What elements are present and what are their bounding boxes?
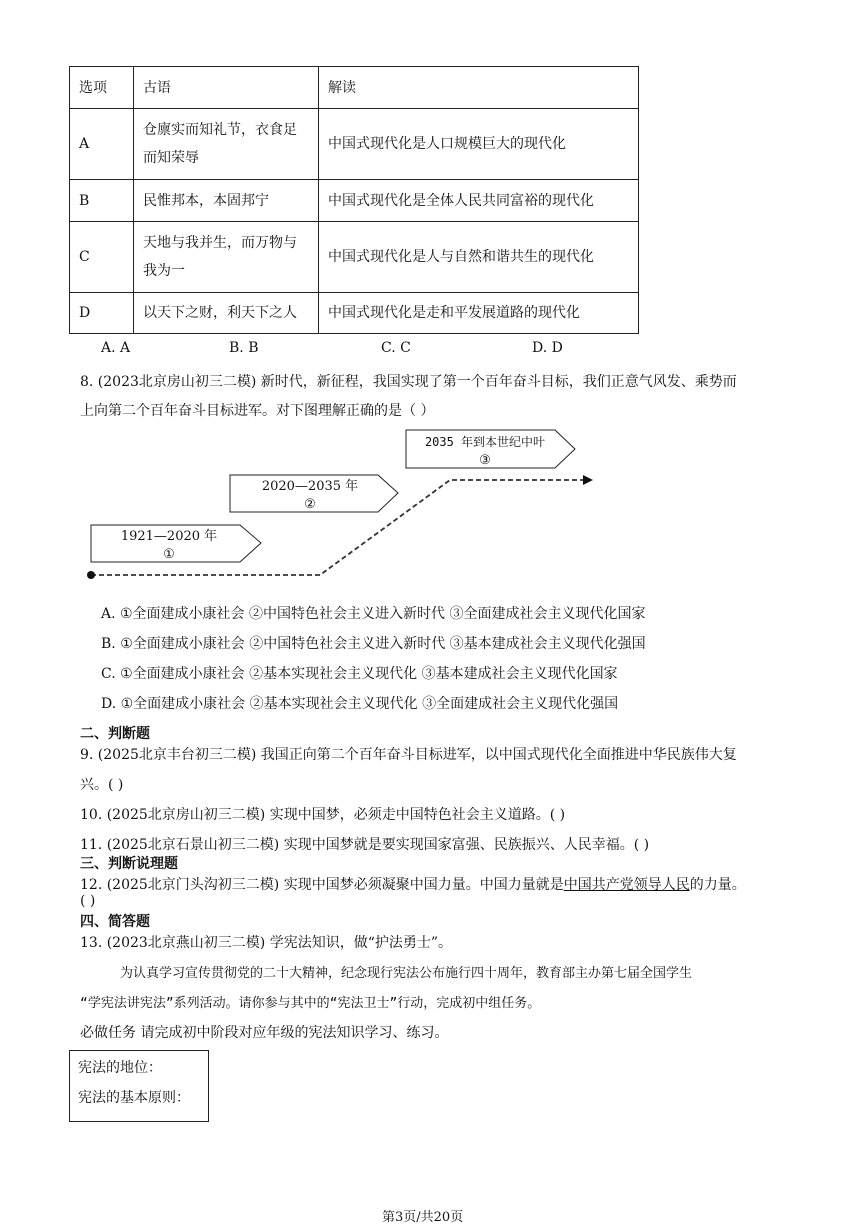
passage-line-1: 为认真学习宣传贯彻党的二十大精神，纪念现行宪法公布施行四十周年，教育部主办第七届全国学生 [120, 966, 693, 981]
stage-2-number: ② [304, 497, 316, 512]
table-cell-quote: 仓廪实而知礼节，衣食足而知荣辱 [134, 109, 319, 180]
table-header-cell: 解读 [319, 67, 639, 109]
table-cell-interpretation: 中国式现代化是人口规模巨大的现代化 [319, 109, 639, 180]
question-9-cont[interactable]: 兴。( ) [80, 777, 124, 793]
table-cell-interpretation: 中国式现代化是全体人民共同富裕的现代化 [319, 180, 639, 222]
question-9: 9. (2025北京丰台初三二模) 我国正向第二个百年奋斗目标进军，以中国式现代化全面推进中华民族伟大复 [80, 747, 737, 763]
stage-3-label: 2035 年到本世纪中叶 [424, 435, 546, 449]
question-12-text: 12. (2025北京门头沟初三二模) 实现中国梦必须凝聚中国力量。中国力量就是 [80, 877, 564, 893]
answer-box[interactable] [69, 1050, 209, 1122]
table-cell-interpretation: 中国式现代化是人与自然和谐共生的现代化 [319, 222, 639, 293]
question-12-answer-blank[interactable]: ( ) [80, 893, 96, 909]
table-cell-quote: 以天下之财，利天下之人 [134, 293, 319, 334]
question-10[interactable]: 10. (2025北京房山初三二模) 实现中国梦，必须走中国特色社会主义道路。( ) [80, 807, 566, 823]
q8-option-c[interactable]: C. ①全面建成小康社会 ②基本实现社会主义现代化 ③基本建成社会主义现代化国家 [101, 666, 618, 682]
table-cell-quote: 民惟邦本，本固邦宁 [134, 180, 319, 222]
table-cell-quote: 天地与我并生，而万物与我为一 [134, 222, 319, 293]
q8-option-a[interactable]: A. ①全面建成小康社会 ②中国特色社会主义进入新时代 ③全面建成社会主义现代化国家 [101, 606, 646, 622]
answer-box-line-1: 宪法的地位： [78, 1060, 162, 1076]
table-row [70, 180, 639, 222]
table-header-cell: 古语 [134, 67, 319, 109]
table-row [70, 109, 639, 180]
table-row [70, 222, 639, 293]
section-4-title: 四、简答题 [80, 914, 150, 930]
table-cell-option: A [70, 109, 134, 180]
stage-1-label: 1921—2020 年 [120, 529, 218, 544]
timeline-start-dot [87, 571, 95, 579]
section-3-title: 三、判断说理题 [80, 856, 178, 872]
q8-option-b[interactable]: B. ①全面建成小康社会 ②中国特色社会主义进入新时代 ③基本建成社会主义现代化强国 [101, 636, 646, 652]
question-11[interactable]: 11. (2025北京石景山初三二模) 实现中国梦就是要实现国家富强、民族振兴、人民幸福。( ) [80, 837, 650, 853]
question-8-stem: 8. (2023北京房山初三二模) 新时代，新征程，我国实现了第一个百年奋斗目标，我们正意气风发、乘势而 [80, 374, 737, 390]
answer-option-d[interactable]: D. D [532, 340, 563, 356]
question-13: 13. (2023北京燕山初三二模) 学宪法知识，做“护法勇士”。 [80, 935, 453, 951]
q8-option-d[interactable]: D. ①全面建成小康社会 ②基本实现社会主义现代化 ③全面建成社会主义现代化强国 [101, 696, 619, 712]
answer-option-a[interactable]: A. A [101, 340, 131, 356]
table-header-cell: 选项 [70, 67, 134, 109]
answer-option-b[interactable]: B. B [229, 340, 259, 356]
answer-box-line-2: 宪法的基本原则： [78, 1090, 190, 1106]
options-table [69, 66, 639, 334]
table-row [70, 293, 639, 334]
stage-3-number: ③ [479, 453, 491, 468]
timeline-arrowhead [583, 475, 593, 485]
stage-1-number: ① [163, 547, 175, 562]
table-cell-option: C [70, 222, 134, 293]
question-12 [80, 874, 746, 894]
timeline-diagram [80, 425, 610, 590]
required-task: 必做任务 请完成初中阶段对应年级的宪法知识学习、练习。 [80, 1025, 449, 1041]
question-8-stem-cont: 上向第二个百年奋斗目标进军。对下图理解正确的是（ ） [80, 403, 435, 419]
table-cell-option: D [70, 293, 134, 334]
passage-line-2: “学宪法讲宪法”系列活动。请你参与其中的“宪法卫士”行动，完成初中组任务。 [80, 996, 541, 1011]
question-12-underlined: 中国共产党领导人民 [563, 877, 690, 893]
answer-option-c[interactable]: C. C [381, 340, 411, 356]
table-cell-option: B [70, 180, 134, 222]
stage-2-label: 2020—2035 年 [261, 479, 359, 494]
page-footer: 第3页/共20页 [382, 1210, 464, 1225]
section-2-title: 二、判断题 [80, 726, 150, 742]
table-header-row [70, 67, 639, 109]
question-12-text-end: 的力量。 [689, 877, 746, 893]
table-cell-interpretation: 中国式现代化是走和平发展道路的现代化 [319, 293, 639, 334]
